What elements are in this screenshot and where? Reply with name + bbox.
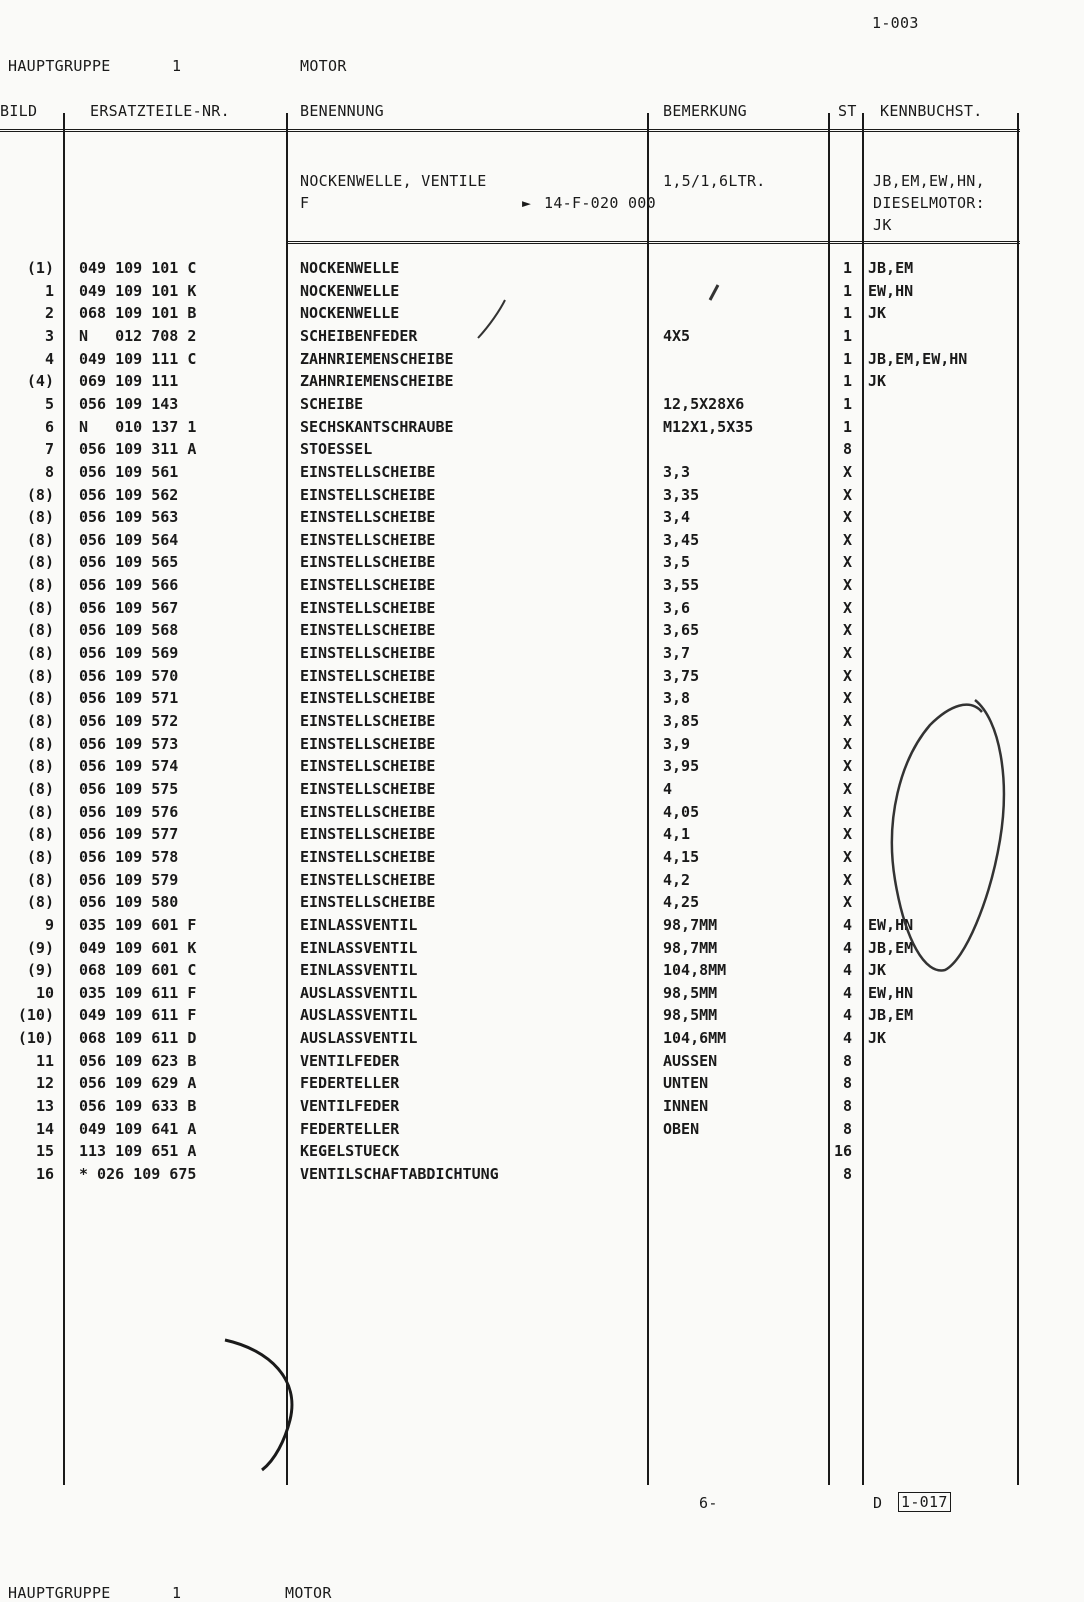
- cell-bild: (8): [26, 508, 54, 527]
- cell-bild: (9): [26, 961, 54, 980]
- cell-remark: 4,2: [663, 870, 691, 889]
- cell-code: JK: [868, 372, 887, 391]
- cell-name: ZAHNRIEMENSCHEIBE: [300, 372, 454, 391]
- cell-qty: 16: [833, 1142, 852, 1161]
- cell-part-number: 056 109 572: [79, 712, 179, 730]
- cell-bild: (8): [26, 847, 54, 866]
- cell-part-number: 056 109 579: [79, 870, 179, 889]
- cell-name: STOESSEL: [300, 440, 373, 459]
- cell-qty: 1: [842, 394, 852, 413]
- cell-part-number: 056 109 311 A: [79, 440, 197, 459]
- hand-drawn-circle: [892, 700, 1004, 970]
- cell-part-number: 056 109 566: [79, 576, 179, 595]
- cell-bild: 8: [44, 462, 54, 481]
- cell-part-number: 056 109 570: [79, 666, 179, 685]
- cell-part-number: 056 109 561: [79, 462, 179, 481]
- cell-qty: X: [842, 508, 852, 527]
- cell-bild: (8): [26, 893, 54, 912]
- cell-qty: 4: [842, 961, 852, 980]
- cell-part-number: 068 109 101 B: [79, 304, 197, 323]
- cell-qty: X: [842, 576, 852, 595]
- cell-name: NOCKENWELLE: [300, 281, 400, 300]
- cell-part-number: 049 109 601 K: [79, 938, 197, 957]
- cell-bild: (10): [17, 1029, 54, 1048]
- cell-bild: 16: [35, 1165, 54, 1183]
- cell-qty: X: [842, 893, 852, 912]
- cell-name: ZAHNRIEMENSCHEIBE: [300, 349, 454, 368]
- cell-qty: X: [842, 757, 852, 776]
- cell-bild: 9: [44, 915, 54, 934]
- cell-name: EINLASSVENTIL: [300, 961, 418, 980]
- cell-qty: X: [842, 825, 852, 844]
- cell-qty: X: [842, 870, 852, 889]
- page-number: 1-003: [872, 14, 919, 32]
- cell-part-number: 056 109 577: [79, 825, 179, 844]
- section-code-3: JK: [873, 216, 892, 234]
- cell-part-number: 056 109 633 B: [79, 1097, 197, 1116]
- cell-qty: 1: [842, 372, 852, 391]
- next-group-number: 1: [172, 1584, 182, 1602]
- cell-bild: (8): [26, 825, 54, 844]
- cell-part-number: 056 109 571: [79, 689, 179, 708]
- cell-name: SECHSKANTSCHRAUBE: [300, 417, 454, 436]
- section-ref-arrow-icon: ►: [522, 194, 532, 212]
- cell-bild: (10): [17, 1006, 54, 1025]
- cell-remark: AUSSEN: [663, 1051, 718, 1070]
- cell-qty: 1: [842, 259, 852, 277]
- cell-code: JB,EM,EW,HN: [868, 349, 968, 368]
- cell-part-number: 056 109 580: [79, 893, 179, 912]
- cell-bild: 7: [44, 440, 54, 459]
- cell-part-number: 049 109 641 A: [79, 1119, 197, 1138]
- cell-remark: 3,4: [663, 508, 691, 527]
- cell-bild: 15: [35, 1142, 54, 1161]
- cell-part-number: N 012 708 2: [79, 326, 197, 345]
- cell-part-number: 068 109 611 D: [79, 1029, 197, 1048]
- cell-bild: 14: [35, 1119, 54, 1138]
- cell-remark: 4X5: [663, 326, 691, 345]
- cell-bild: (8): [26, 644, 54, 663]
- cell-name: NOCKENWELLE: [300, 259, 400, 277]
- cell-bild: 2: [44, 304, 54, 323]
- cell-qty: 8: [842, 1119, 852, 1138]
- cell-bild: 6: [44, 417, 54, 436]
- cell-bild: 10: [35, 983, 54, 1002]
- col-header-remark: BEMERKUNG: [663, 102, 747, 120]
- cell-remark: 4,05: [663, 802, 700, 821]
- cell-remark: 4,25: [663, 893, 700, 912]
- cell-qty: 4: [842, 915, 852, 934]
- cell-part-number: 049 109 101 K: [79, 281, 197, 300]
- cell-part-number: 056 109 563: [79, 508, 179, 527]
- cell-bild: (8): [26, 689, 54, 708]
- cell-part-number: * 026 109 675: [79, 1165, 197, 1183]
- cell-name: AUSLASSVENTIL: [300, 1006, 418, 1025]
- cell-bild: (8): [26, 598, 54, 617]
- cell-bild: 5: [44, 394, 54, 413]
- cell-part-number: 056 109 562: [79, 485, 179, 504]
- cell-remark: 3,3: [663, 462, 691, 481]
- cell-qty: 1: [842, 349, 852, 368]
- cell-qty: X: [842, 666, 852, 685]
- cell-part-number: 056 109 569: [79, 644, 179, 663]
- cell-remark: 3,7: [663, 644, 691, 663]
- cell-remark: 3,6: [663, 598, 691, 617]
- cell-remark: 3,65: [663, 621, 700, 640]
- cell-qty: 4: [842, 1006, 852, 1025]
- cell-qty: X: [842, 530, 852, 549]
- cell-code: EW,HN: [868, 281, 914, 300]
- cell-qty: X: [842, 779, 852, 798]
- section-code-1: JB,EM,EW,HN,: [873, 172, 985, 190]
- cell-remark: 12,5X28X6: [663, 394, 745, 413]
- cell-part-number: 056 109 623 B: [79, 1051, 197, 1070]
- cell-remark: 3,5: [663, 553, 691, 572]
- cell-part-number: 049 109 101 C: [79, 259, 197, 277]
- col-header-code: KENNBUCHST.: [880, 102, 983, 120]
- cell-part-number: N 010 137 1: [79, 417, 197, 436]
- cell-name: EINSTELLSCHEIBE: [300, 598, 436, 617]
- section-ref-letter: F: [300, 194, 310, 212]
- cell-qty: 1: [842, 304, 852, 323]
- cell-bild: (1): [26, 259, 54, 277]
- cell-part-number: 113 109 651 A: [79, 1142, 197, 1161]
- footer-page-ref: 6-: [699, 1494, 718, 1512]
- cell-qty: 4: [842, 938, 852, 957]
- cell-remark: 3,55: [663, 576, 700, 595]
- cell-code: JK: [868, 304, 887, 323]
- cell-name: EINLASSVENTIL: [300, 915, 418, 934]
- cell-name: EINSTELLSCHEIBE: [300, 485, 436, 504]
- cell-remark: 98,5MM: [663, 1006, 718, 1025]
- cell-qty: X: [842, 553, 852, 572]
- cell-name: SCHEIBE: [300, 394, 364, 413]
- cell-remark: M12X1,5X35: [663, 417, 754, 436]
- cell-remark: INNEN: [663, 1097, 709, 1116]
- cell-bild: 4: [44, 349, 54, 368]
- group-name: MOTOR: [300, 57, 347, 75]
- cell-bild: 1: [44, 281, 54, 300]
- cell-bild: (8): [26, 779, 54, 798]
- section-title: NOCKENWELLE, VENTILE: [300, 172, 487, 190]
- cell-name: EINSTELLSCHEIBE: [300, 757, 436, 776]
- cell-name: EINSTELLSCHEIBE: [300, 462, 436, 481]
- cell-part-number: 056 109 574: [79, 757, 179, 776]
- hand-drawn-stroke: [478, 300, 505, 338]
- cell-qty: X: [842, 621, 852, 640]
- cell-name: EINSTELLSCHEIBE: [300, 893, 436, 912]
- cell-part-number: 035 109 611 F: [79, 983, 197, 1002]
- cell-name: EINSTELLSCHEIBE: [300, 666, 436, 685]
- cell-name: FEDERTELLER: [300, 1074, 400, 1093]
- hand-drawn-arc: [225, 1340, 292, 1470]
- cell-qty: 1: [842, 326, 852, 345]
- cell-name: EINSTELLSCHEIBE: [300, 689, 436, 708]
- group-label: HAUPTGRUPPE: [8, 57, 111, 75]
- cell-qty: X: [842, 462, 852, 481]
- cell-bild: 11: [35, 1051, 54, 1070]
- cell-qty: 1: [842, 281, 852, 300]
- cell-qty: 8: [842, 1165, 852, 1183]
- cell-bild: (8): [26, 870, 54, 889]
- cell-part-number: 056 109 576: [79, 802, 179, 821]
- cell-part-number: 068 109 601 C: [79, 961, 197, 980]
- cell-name: VENTILFEDER: [300, 1051, 400, 1070]
- cell-qty: X: [842, 802, 852, 821]
- cell-remark: 3,35: [663, 485, 700, 504]
- cell-name: EINSTELLSCHEIBE: [300, 802, 436, 821]
- cell-part-number: 035 109 601 F: [79, 915, 197, 934]
- cell-remark: 104,6MM: [663, 1029, 727, 1048]
- cell-name: VENTILFEDER: [300, 1097, 400, 1116]
- cell-code: JB,EM: [868, 259, 914, 277]
- cell-name: EINSTELLSCHEIBE: [300, 576, 436, 595]
- footer-letter: D: [873, 1494, 883, 1512]
- cell-qty: 8: [842, 1074, 852, 1093]
- cell-part-number: 056 109 578: [79, 847, 179, 866]
- footer-boxed-ref: 1-017: [898, 1492, 951, 1512]
- next-group-name: MOTOR: [285, 1584, 332, 1602]
- cell-name: FEDERTELLER: [300, 1119, 400, 1138]
- cell-bild: (8): [26, 802, 54, 821]
- cell-bild: (8): [26, 553, 54, 572]
- cell-part-number: 049 109 111 C: [79, 349, 197, 368]
- col-header-name: BENENNUNG: [300, 102, 384, 120]
- cell-qty: X: [842, 485, 852, 504]
- cell-bild: (8): [26, 576, 54, 595]
- cell-code: JK: [868, 961, 887, 980]
- cell-code: EW,HN: [868, 915, 914, 934]
- next-group-label: HAUPTGRUPPE: [8, 1584, 111, 1602]
- cell-code: JK: [868, 1029, 887, 1048]
- cell-name: EINLASSVENTIL: [300, 938, 418, 957]
- cell-remark: 3,45: [663, 530, 700, 549]
- cell-part-number: 056 109 564: [79, 530, 179, 549]
- cell-name: EINSTELLSCHEIBE: [300, 712, 436, 730]
- cell-name: EINSTELLSCHEIBE: [300, 870, 436, 889]
- cell-bild: (8): [26, 757, 54, 776]
- cell-code: EW,HN: [868, 983, 914, 1002]
- cell-part-number: 056 109 568: [79, 621, 179, 640]
- cell-qty: X: [842, 598, 852, 617]
- cell-qty: 1: [842, 417, 852, 436]
- cell-qty: 4: [842, 983, 852, 1002]
- group-number: 1: [172, 57, 182, 75]
- cell-name: EINSTELLSCHEIBE: [300, 644, 436, 663]
- cell-name: EINSTELLSCHEIBE: [300, 508, 436, 527]
- cell-name: KEGELSTUECK: [300, 1142, 400, 1161]
- cell-remark: 98,7MM: [663, 938, 718, 957]
- cell-name: EINSTELLSCHEIBE: [300, 825, 436, 844]
- cell-bild: 12: [35, 1074, 54, 1093]
- cell-qty: 8: [842, 1097, 852, 1116]
- cell-qty: 8: [842, 440, 852, 459]
- cell-code: JB,EM: [868, 1006, 914, 1025]
- cell-part-number: 056 109 573: [79, 734, 179, 753]
- cell-remark: 3,9: [663, 734, 691, 753]
- cell-name: EINSTELLSCHEIBE: [300, 779, 436, 798]
- cell-qty: 4: [842, 1029, 852, 1048]
- cell-bild: (8): [26, 734, 54, 753]
- cell-bild: (8): [26, 485, 54, 504]
- cell-remark: 4: [663, 779, 673, 798]
- cell-remark: 3,85: [663, 712, 700, 730]
- cell-qty: X: [842, 734, 852, 753]
- col-header-part-no: ERSATZTEILE-NR.: [90, 102, 230, 120]
- cell-name: EINSTELLSCHEIBE: [300, 530, 436, 549]
- cell-remark: 4,15: [663, 847, 700, 866]
- section-remark: 1,5/1,6LTR.: [663, 172, 766, 190]
- hand-drawn-stroke: [710, 285, 718, 300]
- cell-name: EINSTELLSCHEIBE: [300, 734, 436, 753]
- cell-qty: X: [842, 847, 852, 866]
- cell-name: EINSTELLSCHEIBE: [300, 847, 436, 866]
- cell-code: JB,EM: [868, 938, 914, 957]
- cell-bild: (4): [26, 372, 54, 391]
- cell-bild: 13: [35, 1097, 54, 1116]
- cell-part-number: 056 109 629 A: [79, 1074, 197, 1093]
- cell-name: VENTILSCHAFTABDICHTUNG: [300, 1165, 499, 1183]
- cell-bild: (8): [26, 666, 54, 685]
- cell-qty: X: [842, 644, 852, 663]
- cell-qty: X: [842, 712, 852, 730]
- cell-part-number: 056 109 575: [79, 779, 179, 798]
- cell-qty: 8: [842, 1051, 852, 1070]
- cell-bild: (9): [26, 938, 54, 957]
- cell-remark: 98,5MM: [663, 983, 718, 1002]
- cell-bild: 3: [44, 326, 54, 345]
- cell-name: AUSLASSVENTIL: [300, 983, 418, 1002]
- cell-remark: UNTEN: [663, 1074, 709, 1093]
- col-header-qty: ST: [838, 102, 857, 120]
- cell-part-number: 049 109 611 F: [79, 1006, 197, 1025]
- cell-qty: X: [842, 689, 852, 708]
- cell-remark: 3,8: [663, 689, 691, 708]
- cell-remark: OBEN: [663, 1119, 700, 1138]
- cell-bild: (8): [26, 530, 54, 549]
- cell-name: EINSTELLSCHEIBE: [300, 621, 436, 640]
- cell-remark: 3,95: [663, 757, 700, 776]
- cell-part-number: 056 109 567: [79, 598, 179, 617]
- cell-part-number: 056 109 565: [79, 553, 179, 572]
- cell-remark: 4,1: [663, 825, 691, 844]
- cell-remark: 104,8MM: [663, 961, 727, 980]
- cell-name: AUSLASSVENTIL: [300, 1029, 418, 1048]
- section-code-2: DIESELMOTOR:: [873, 194, 985, 212]
- cell-name: SCHEIBENFEDER: [300, 326, 418, 345]
- cell-name: NOCKENWELLE: [300, 304, 400, 323]
- col-header-bild: BILD: [0, 102, 38, 120]
- cell-name: EINSTELLSCHEIBE: [300, 553, 436, 572]
- cell-remark: 98,7MM: [663, 915, 718, 934]
- cell-bild: (8): [26, 712, 54, 730]
- section-ref-number: 14-F-020 000: [544, 194, 656, 212]
- cell-remark: 3,75: [663, 666, 700, 685]
- cell-bild: (8): [26, 621, 54, 640]
- cell-part-number: 056 109 143: [79, 394, 179, 413]
- cell-part-number: 069 109 111: [79, 372, 179, 391]
